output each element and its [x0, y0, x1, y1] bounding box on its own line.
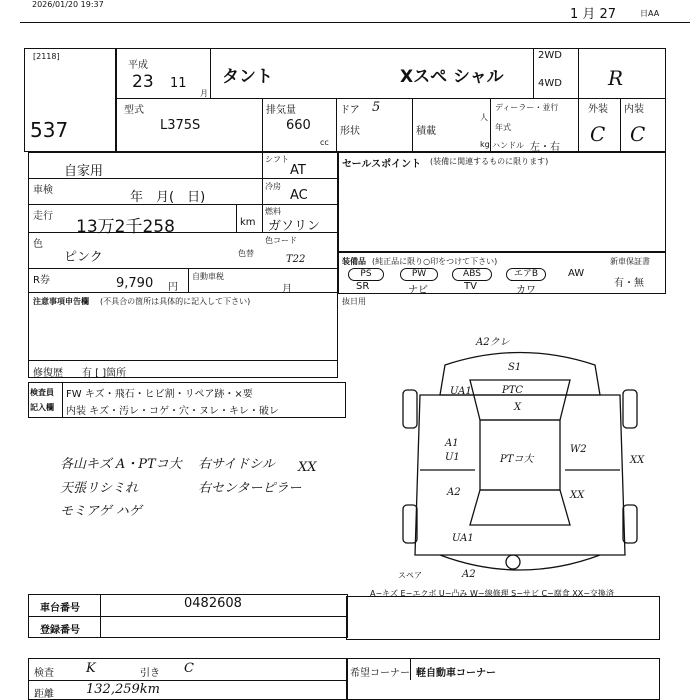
handle-label: ハンドル: [492, 141, 524, 150]
meter-value: 132,259km: [86, 682, 160, 697]
scan-timestamp: 2026/01/20 19:37: [32, 0, 104, 9]
equip-navi: ナビ: [408, 285, 428, 296]
drive-4wd: 4WD: [538, 78, 562, 89]
diagram-top-label: A2クレ: [476, 337, 510, 348]
equip-airbag: エアB: [506, 268, 546, 281]
divider: [188, 268, 189, 292]
tax-value: 月: [282, 284, 292, 295]
row-rule: [28, 360, 338, 361]
header-rule: [20, 22, 690, 23]
inspector-line-2: 内装 キズ・汚レ・コゲ・穴・ヌレ・キレ・破レ: [66, 406, 279, 417]
mileage-label: 走行: [33, 211, 53, 222]
row-rule: [116, 98, 666, 99]
shift-label: シフト: [265, 155, 289, 164]
diagram-a2-left: A2: [447, 487, 461, 498]
inspection-label: 検査: [34, 668, 54, 679]
ac-label: 冷房: [265, 182, 281, 191]
fuel-value: ガソリン: [268, 219, 321, 234]
diagram-a1: A1: [445, 438, 459, 449]
color-code-value: T22: [286, 254, 306, 265]
damage-legend: A−キズ E−エクボ U−凸み W−線修理 S−サビ C−腐食 XX−交換済: [370, 589, 614, 598]
interior-grade: C: [630, 122, 646, 146]
era-label: 平成: [128, 60, 148, 71]
mileage-value: 13万2千258: [76, 217, 175, 237]
shift-value: AT: [290, 163, 306, 178]
sheet-code: [2118]: [33, 52, 60, 61]
retrieve-value: C: [184, 661, 194, 676]
diagram-w2: W2: [570, 444, 587, 455]
drive-mark: R: [608, 66, 624, 90]
divider: [490, 98, 491, 152]
handwritten-note-5: 右センターピラー: [198, 481, 302, 496]
handwritten-note-4: 天張リシミれ: [60, 481, 139, 496]
meter-label: 距離: [34, 689, 54, 700]
handwritten-note-3: XX: [298, 460, 317, 475]
vehicle-year: 23: [132, 72, 154, 92]
inspector-line-1: FW キズ・飛石・ヒビ割・リペア跡・×要: [66, 389, 253, 400]
handwritten-note-2: 右サイドシル: [198, 457, 275, 472]
row-rule: [28, 616, 348, 617]
interior-label: 内装: [624, 104, 644, 115]
notes-hint: (不具合の箇所は具体的に記入して下さい): [100, 297, 251, 306]
divider: [578, 98, 579, 152]
equip-aw: AW: [568, 268, 585, 279]
exterior-label: 外装: [588, 104, 608, 115]
divider: [336, 98, 337, 152]
diagram-ua1-bottom: UA1: [452, 533, 474, 544]
drive-2wd: 2WD: [538, 50, 562, 61]
equipment-hint: (純正品に限り○印をつけて下さい): [372, 257, 498, 266]
auction-date-suffix: 日AA: [640, 9, 660, 18]
repair-value: 有 [ ]箇所: [82, 368, 127, 379]
diagram-a2-bottom: A2: [462, 569, 476, 580]
capacity-label: 積載: [416, 126, 436, 137]
shaken-label: 車検: [33, 185, 53, 196]
corner-label: 希望コーナー: [350, 668, 410, 679]
diagram-ua1: UA1: [450, 386, 472, 397]
vehicle-month-unit: 月: [200, 89, 208, 98]
equip-abs: ABS: [452, 268, 492, 281]
people-unit: 人: [480, 113, 488, 122]
inspection-value: K: [86, 661, 96, 676]
divider: [410, 658, 411, 680]
doors-label: ドア: [340, 105, 360, 116]
tax-label: 自動車税: [192, 272, 224, 281]
vehicle-info-box: [116, 48, 666, 152]
diagram-x1: X: [514, 402, 522, 413]
divider: [620, 98, 621, 152]
inspector-label-1: 検査員: [30, 388, 54, 397]
divider: [236, 204, 237, 232]
chassis-label: 車台番号: [40, 603, 80, 614]
equipment-label: 装備品: [342, 257, 366, 266]
chassis-value: 0482608: [184, 596, 242, 611]
vehicle-month: 11: [170, 76, 187, 91]
color-change-label: 色替: [238, 249, 254, 258]
displacement-label: 排気量: [266, 105, 296, 116]
model-label: 型式: [124, 105, 144, 116]
divider: [578, 48, 579, 98]
fuel-label: 燃料: [265, 207, 281, 216]
diagram-ptc-big: PTコ大: [500, 454, 534, 465]
divider: [210, 48, 211, 98]
color-label: 色: [33, 239, 43, 250]
registration-label: 登録番号: [40, 625, 80, 636]
row-rule: [28, 292, 338, 293]
inspector-label-2: 記入欄: [30, 403, 54, 412]
exterior-grade: C: [590, 122, 606, 146]
diagram-ptc1: PTC: [502, 385, 524, 396]
doors-value: 5: [372, 100, 381, 115]
cc-unit: cc: [320, 138, 329, 147]
sales-point-label: セールスポイント: [342, 159, 422, 170]
ac-value: AC: [290, 188, 308, 203]
document-box: [346, 596, 660, 640]
shaken-value: 年 月( 日): [130, 190, 206, 205]
displacement-value: 660: [286, 118, 311, 133]
handle-value: 左・右: [530, 142, 560, 153]
row-rule: [28, 268, 338, 269]
auction-date: 1 月 27: [570, 7, 617, 22]
manual-label: 新車保証書: [610, 257, 650, 266]
equip-ps: PS: [348, 268, 384, 281]
retrieve-label: 引き: [140, 668, 160, 679]
equip-leather: カワ: [516, 285, 536, 296]
notes-label: 注意事項申告欄: [33, 297, 89, 306]
color-code-label: 色コード: [265, 236, 297, 245]
diagram-xx-right: XX: [570, 490, 585, 501]
equip-sr: SR: [356, 281, 370, 292]
equip-pw: PW: [400, 268, 438, 281]
row-rule: [28, 680, 348, 681]
handwritten-note-6: モミアゲ ハゲ: [60, 504, 142, 519]
row-rule: [28, 178, 338, 179]
row-rule: [28, 204, 338, 205]
sales-point-hint: (装備に関連するものに限ります): [430, 157, 549, 166]
manual-value: 有・無: [614, 278, 644, 289]
lot-number: 537: [30, 118, 69, 142]
recycle-label: R券: [33, 275, 50, 286]
divider: [262, 98, 263, 152]
recycle-unit: 円: [168, 282, 178, 293]
shape-label: 形状: [340, 126, 360, 137]
model-value: L375S: [160, 118, 201, 133]
divider: [412, 98, 413, 152]
diagram-u1: U1: [445, 452, 460, 463]
equip-tv: TV: [464, 281, 477, 292]
diagram-xx-far: XX: [630, 455, 645, 466]
diagram-spare-label: スペア: [398, 571, 422, 580]
mileage-unit: km: [240, 217, 256, 228]
kg-unit: kg: [480, 140, 490, 149]
dealer-label: ディーラー・並行: [495, 103, 559, 112]
extras-label: 抜日用: [342, 297, 366, 306]
divider: [533, 48, 534, 98]
repair-label: 修復歴: [33, 368, 63, 379]
corner-value: 軽自動車コーナー: [416, 668, 496, 679]
usage-label: 自家用: [64, 164, 104, 179]
divider: [262, 152, 263, 232]
diagram-s1: S1: [508, 362, 522, 373]
year-type-label: 年式: [495, 123, 511, 132]
color-value: ピンク: [64, 250, 103, 265]
handwritten-note-1: 各山キズ A・PTコ大: [60, 457, 182, 472]
divider: [62, 382, 63, 418]
recycle-value: 9,790: [116, 276, 154, 291]
vehicle-grade: Xスペ シャル: [400, 67, 504, 87]
vehicle-name: タント: [222, 67, 273, 87]
